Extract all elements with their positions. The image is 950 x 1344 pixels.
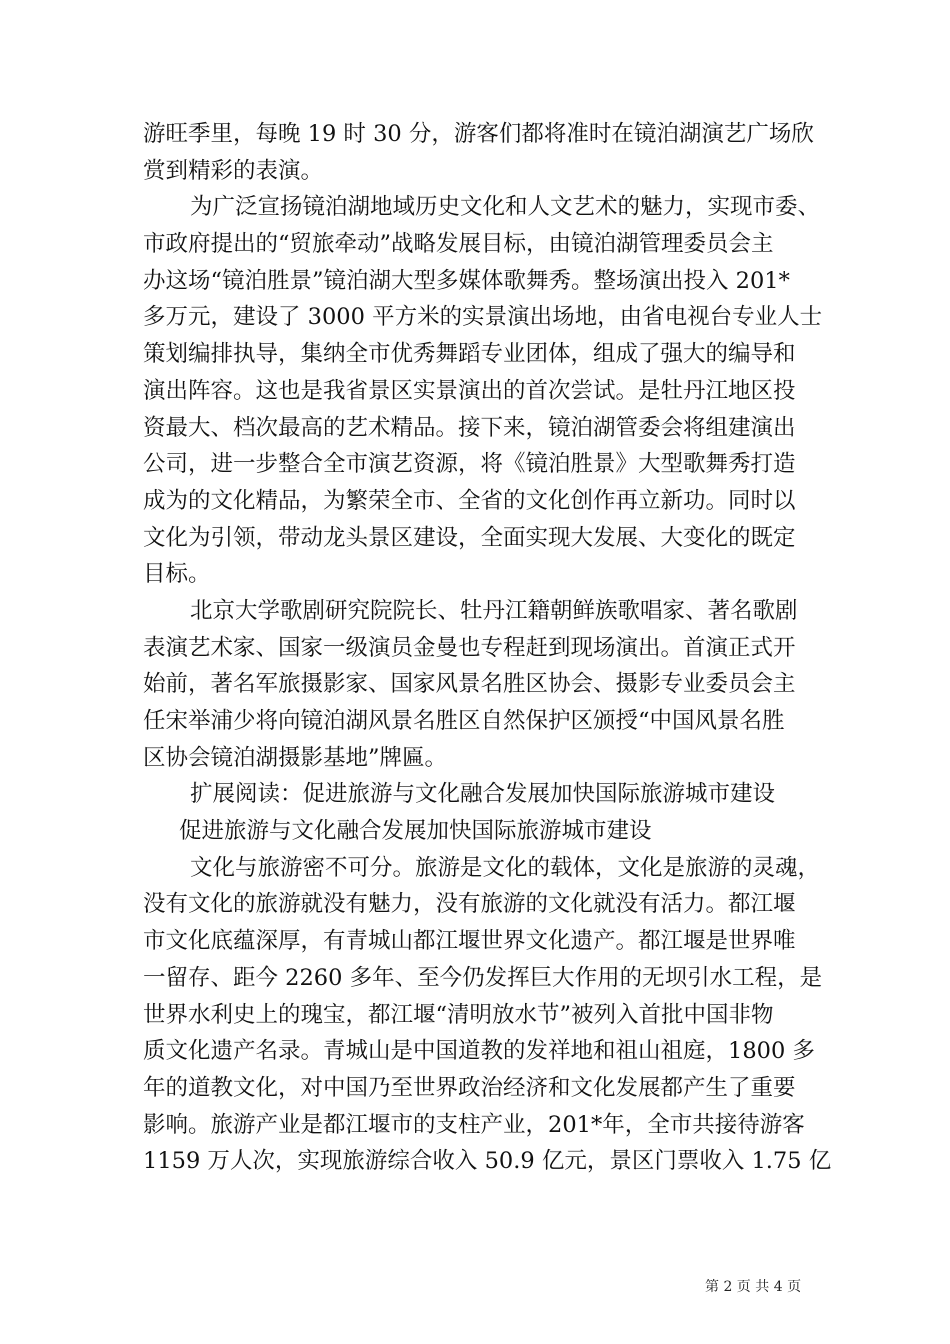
text-line: 表演艺术家、国家一级演员金曼也专程赶到现场演出。首演正式开: [143, 634, 796, 661]
paragraph: [143, 189, 823, 593]
text-line: 办这场“镜泊胜景”镜泊湖大型多媒体歌舞秀。整场演出投入 201*: [143, 267, 790, 294]
text-line: 年的道教文化，对中国乃至世界政治经济和文化发展都产生了重要: [143, 1074, 796, 1101]
text-line: 北京大学歌剧研究院院长、牡丹江籍朝鲜族歌唱家、著名歌剧: [190, 597, 798, 624]
text-line: 策划编排执导，集纳全市优秀舞蹈专业团体，组成了强大的编导和: [143, 341, 796, 368]
text-line: 促进旅游与文化融合发展加快国际旅游城市建设: [179, 818, 652, 845]
text-line: 市文化底蕴深厚，有青城山都江堰世界文化遗产。都江堰是世界唯: [143, 928, 796, 955]
text-line: 公司，进一步整合全市演艺资源，将《镜泊胜景》大型歌舞秀打造: [143, 451, 796, 478]
text-line: 始前，著名军旅摄影家、国家风景名胜区协会、摄影专业委员会主: [143, 671, 796, 698]
text-line: 为广泛宣扬镜泊湖地域历史文化和人文艺术的魅力，实现市委、: [190, 194, 821, 221]
paragraph: [143, 116, 823, 189]
extended-reading-heading: [143, 776, 823, 813]
text-line: 成为的文化精品，为繁荣全市、全省的文化创作再立新功。同时以: [143, 487, 796, 514]
text-line: 赏到精彩的表演。: [143, 157, 324, 184]
text-line: 扩展阅读：促进旅游与文化融合发展加快国际旅游城市建设: [190, 781, 776, 808]
text-line: 文化为引领，带动龙头景区建设，全面实现大发展、大变化的既定: [143, 524, 796, 551]
text-line: 任宋举浦少将向镜泊湖风景名胜区自然保护区颁授“中国风景名胜: [143, 708, 785, 734]
document-body: [143, 116, 832, 1180]
text-line: 资最大、档次最高的艺术精品。接下来，镜泊湖管委会将组建演出: [143, 414, 796, 441]
paragraph: [143, 593, 823, 776]
paragraph: [143, 850, 832, 1180]
text-line: 影响。旅游产业是都江堰市的支柱产业，201*年，全市共接待游客: [143, 1111, 805, 1138]
text-line: 世界水利史上的瑰宝，都江堰“清明放水节”被列入首批中国非物: [143, 1001, 774, 1028]
text-line: 游旺季里，每晚 19 时 30 分，游客们都将准时在镜泊湖演艺广场欣: [143, 121, 814, 147]
text-line: 区协会镜泊湖摄影基地”牌匾。: [143, 744, 448, 771]
text-line: 一留存、距今 2260 多年、至今仍发挥巨大作用的无坝引水工程，是: [143, 964, 823, 991]
article-title: [143, 813, 823, 850]
text-line: 目标。: [143, 561, 211, 588]
page-number: 第 2 页 共 4 页: [705, 1279, 802, 1295]
text-line: 质文化遗产名录。青城山是中国道教的发祥地和祖山祖庭，1800 多: [143, 1038, 815, 1065]
text-line: 文化与旅游密不可分。旅游是文化的载体，文化是旅游的灵魂，: [190, 854, 821, 881]
text-line: 多万元，建设了 3000 平方米的实景演出场地，由省电视台专业人士: [143, 304, 823, 331]
text-line: 没有文化的旅游就没有魅力，没有旅游的文化就没有活力。都江堰: [143, 891, 796, 918]
text-line: 演出阵容。这也是我省景区实景演出的首次尝试。是牡丹江地区投: [143, 377, 796, 404]
text-line: 市政府提出的“贸旅牵动”战略发展目标，由镜泊湖管理委员会主: [143, 231, 774, 258]
text-line: 1159 万人次，实现旅游综合收入 50.9 亿元，景区门票收入 1.75 亿: [143, 1148, 832, 1175]
